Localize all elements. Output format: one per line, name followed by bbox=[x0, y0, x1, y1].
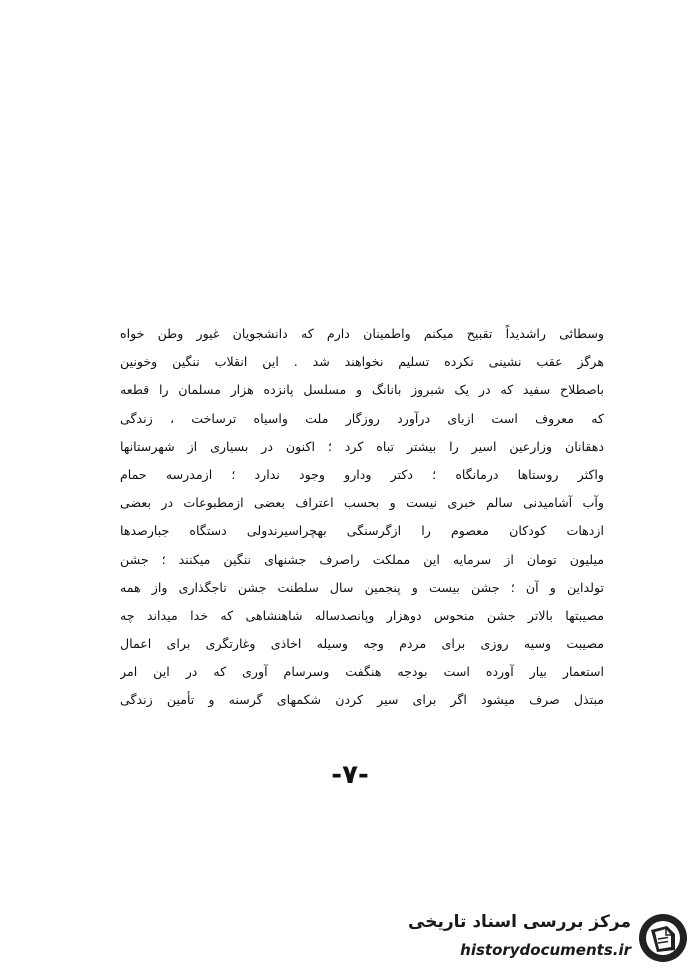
text-line-4: که معروف است ازبای درآورد روزگار ملت واسیاه ترساخت ، زندگی bbox=[120, 410, 604, 426]
text-line-10: تولداین و آن ؛ جشن بیست و پنجمین سال سلطنت جشن تاجگذاری واز همه bbox=[120, 579, 604, 595]
text-line-13: استعمار بیار آورده است بودجه هنگفت وسرسام آوری که در این امر bbox=[120, 664, 604, 680]
document-center-logo-icon bbox=[637, 912, 689, 964]
page-number: -۷- bbox=[331, 760, 369, 790]
text-line-7: وآب آشامیدنی سالم خبری نیست و بحسب اعتراف بعضی ازمطبوعات در بعضی bbox=[120, 495, 604, 511]
text-line-14: مبتذل صرف میشود اگر برای سیر کردن شکمهای گرسنه و تأمین زندگی bbox=[120, 692, 604, 708]
text-line-8: ازدهات کودکان معصوم را ازگرسنگی بهچراسیرندولی دستگاه جبارصدها bbox=[120, 523, 604, 539]
watermark-title: مرکز بررسی اسناد تاریخی bbox=[408, 912, 631, 932]
text-line-12: مصیبت وسیه روزی برای مردم وجه وسیله اخاذی وغارتگری برای اعمال bbox=[120, 636, 604, 652]
body-text bbox=[120, 320, 604, 715]
watermark bbox=[410, 908, 695, 970]
text-line-11: مصیبتها بالاتر جشن منحوس دوهزار وپانصدساله شاهنشاهی که خدا میداند چه bbox=[120, 607, 604, 623]
watermark-url: historydocuments.ir bbox=[460, 941, 631, 959]
text-line-2: هرگز عقب نشینی نکرده تسلیم نخواهند شد . این انقلاب ننگین وخونین bbox=[120, 354, 604, 370]
text-line-3: باصطلاح سفید که در یک شبروز بانانگ و مسلسل پانزده هزار مسلمان را قطعه bbox=[120, 382, 604, 398]
text-line-1: وسطائی راشدیداً تقبیح میکنم واطمینان دارم که دانشجویان غیور وطن خواه bbox=[120, 326, 604, 341]
text-line-5: دهقانان وزارعین اسیر را بیشتر تباه کرد ؛ اکنون در بسیاری از شهرستانها bbox=[120, 438, 604, 454]
text-line-9: میلیون تومان از سرمایه این مملکت راصرف جشنهای ننگین میکنند ؛ جشن bbox=[120, 551, 604, 567]
text-line-6: واکثر روستاها درمانگاه ؛ دکتر ودارو وجود ندارد ؛ ازمدرسه حمام bbox=[120, 466, 604, 482]
